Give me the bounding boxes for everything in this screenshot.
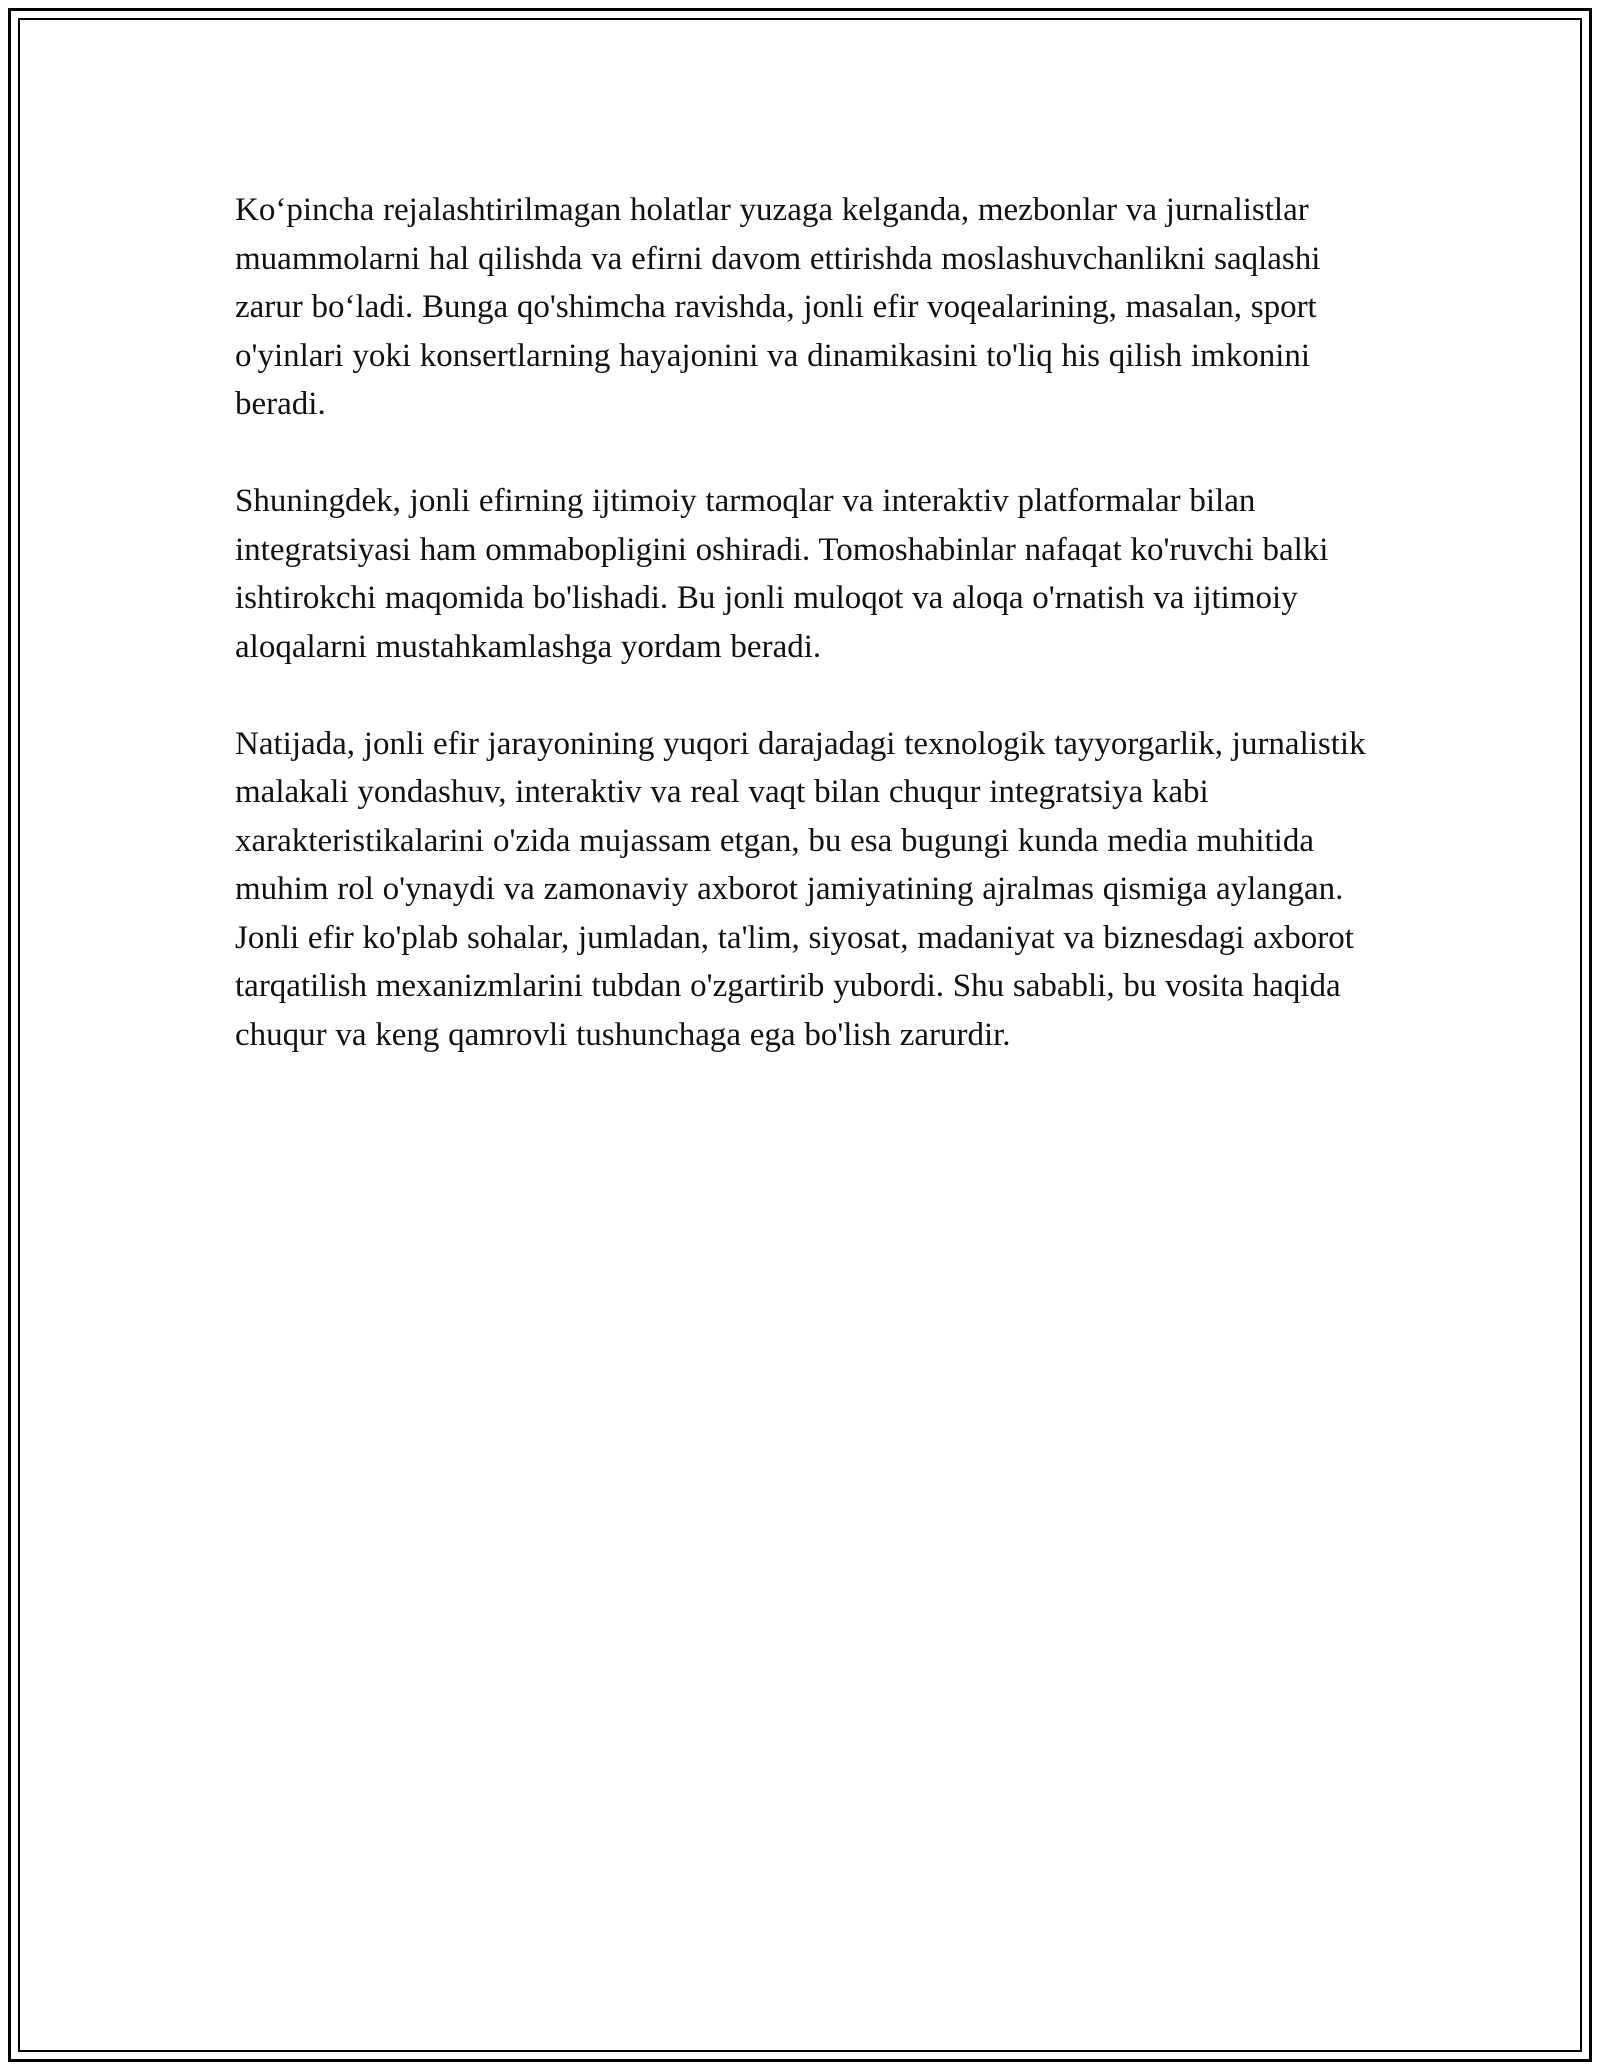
paragraph-3: Natijada, jonli efir jarayonining yuqori darajadagi texnologik tayyorgarlik, jurnalistik malakali yondashuv, interaktiv va real vaqt bilan chuqur integratsiya kabi xarakteristikalarini o'zida mujassam etgan, bu esa bugungi kunda media muhitida muhim rol o'ynaydi va zamonaviy axborot jamiyatining ajralmas qismiga aylangan. Jonli efir ko'plab sohalar, jumladan, ta'lim, siyosat, madaniyat va biznesdagi axborot tarqatilish mexanizmlarini tubdan o'zgartirib yubordi. Shu sababli, bu vosita haqida chuqur va keng qamrovli tushunchaga ega bo'lish zarurdir. [235, 725, 1366, 1053]
paragraph-2: Shuningdek, jonli efirning ijtimoiy tarmoqlar va interaktiv platformalar bilan integratsiyasi ham ommabopligini oshiradi. Tomoshabinlar nafaqat ko'ruvchi balki ishtirokchi maqomida bo'lishadi. Bu jonli muloqot va aloqa o'rnatish va ijtimoiy aloqalarni mustahkamlashga yordam beradi. [235, 483, 1329, 665]
paragraph-1: Ko‘pincha rejalashtirilmagan holatlar yuzaga kelganda, mezbonlar va jurnalistlar muammolarni hal qilishda va efirni davom ettirishda moslashuvchanlikni saqlashi zarur bo‘ladi. Bunga qo'shimcha ravishda, jonli efir voqealarining, masalan, sport o'yinlari yoki konsertlarning hayajonini va dinamikasini to'liq his qilish imkonini beradi. [235, 192, 1321, 422]
document-body [235, 186, 1375, 1059]
